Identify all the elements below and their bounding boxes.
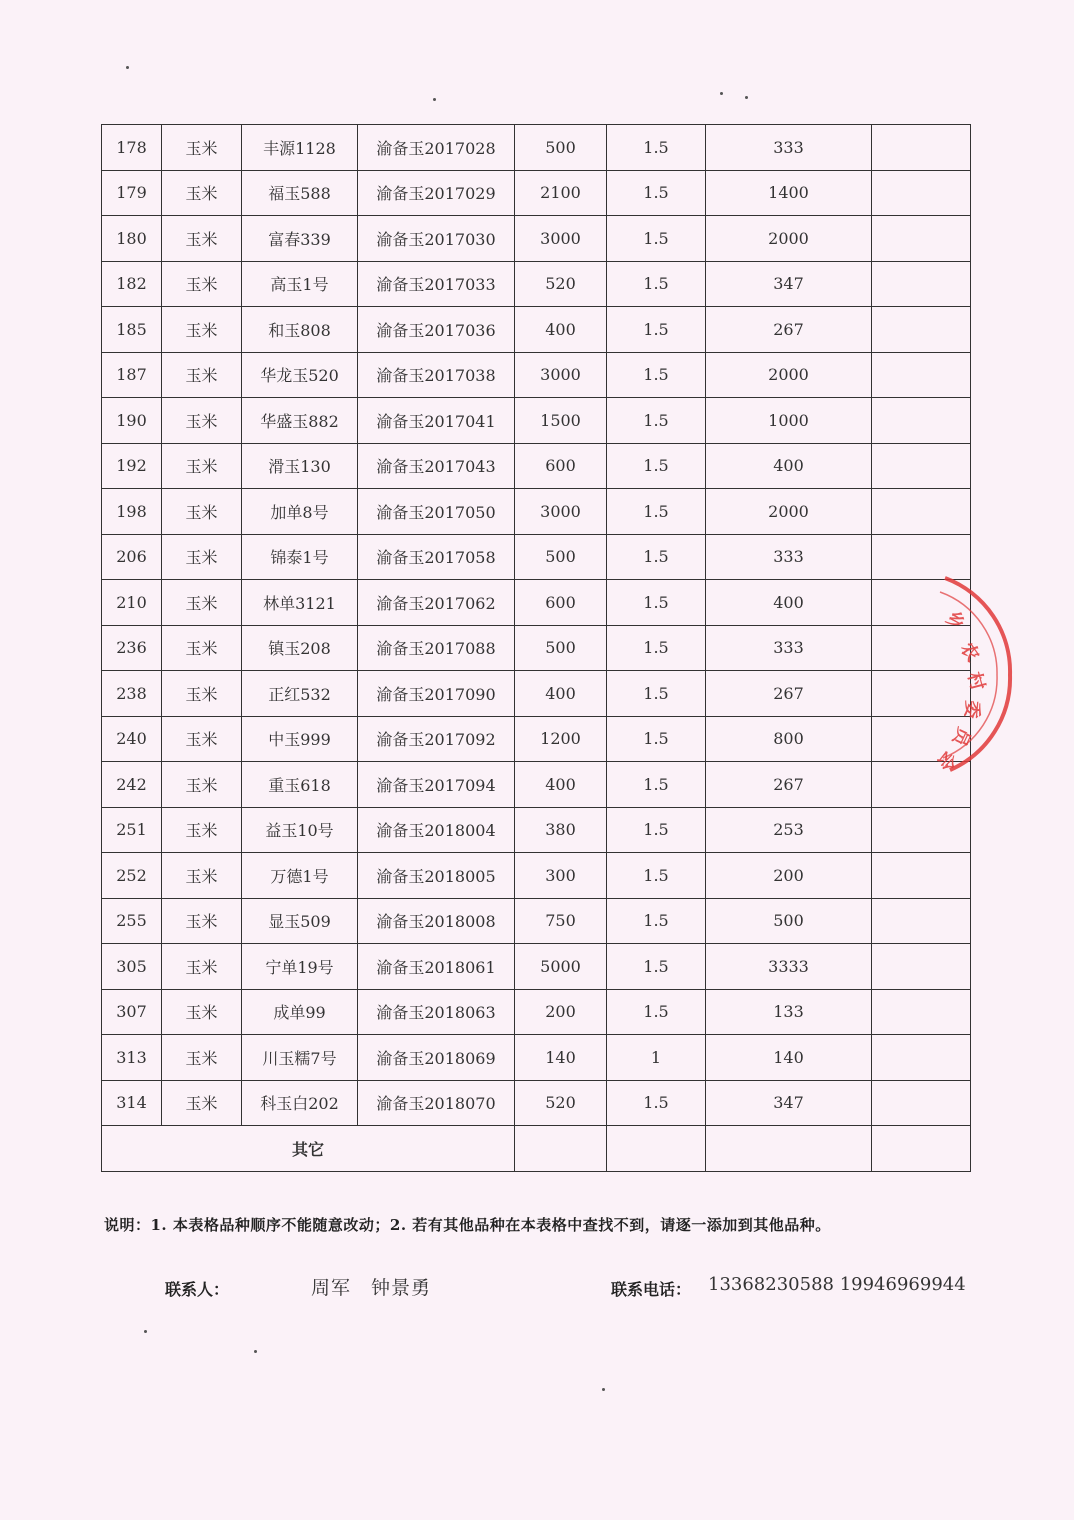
cell-qty: 600 [515,580,607,626]
cell-area: 267 [706,307,872,353]
cell-reg: 渝备玉2017058 [358,534,515,580]
cell-reg: 渝备玉2017090 [358,671,515,717]
cell-area: 267 [706,762,872,808]
table-row [102,716,971,762]
other-label: 其它 [102,1126,515,1172]
cell-variety: 林单3121 [242,580,358,626]
cell-crop: 玉米 [162,762,242,808]
cell-rate: 1.5 [607,443,706,489]
cell-variety: 福玉588 [242,170,358,216]
cell-rate: 1.5 [607,216,706,262]
cell-crop: 玉米 [162,443,242,489]
cell-variety: 华盛玉882 [242,398,358,444]
cell-no: 305 [102,944,162,990]
cell-no: 314 [102,1080,162,1126]
cell-note [872,307,971,353]
cell-rate: 1.5 [607,307,706,353]
cell-crop: 玉米 [162,489,242,535]
cell-reg: 渝备玉2018008 [358,898,515,944]
table-row-other [102,1126,971,1172]
cell-qty: 3000 [515,216,607,262]
cell-variety: 万德1号 [242,853,358,899]
table-row [102,170,971,216]
other-empty-cell [515,1126,607,1172]
svg-text:村: 村 [963,669,989,693]
cell-area: 2000 [706,352,872,398]
svg-text:委: 委 [960,699,983,720]
table-row [102,443,971,489]
cell-variety: 加单8号 [242,489,358,535]
cell-qty: 400 [515,671,607,717]
cell-reg: 渝备玉2017092 [358,716,515,762]
cell-no: 190 [102,398,162,444]
cell-no: 251 [102,807,162,853]
cell-variety: 川玉糯7号 [242,1035,358,1081]
cell-rate: 1.5 [607,352,706,398]
scan-speck [602,1388,605,1391]
cell-variety: 成单99 [242,989,358,1035]
table-row [102,1080,971,1126]
cell-note [872,398,971,444]
cell-variety: 重玉618 [242,762,358,808]
table-row [102,261,971,307]
cell-crop: 玉米 [162,170,242,216]
cell-crop: 玉米 [162,307,242,353]
cell-variety: 中玉999 [242,716,358,762]
scan-speck [720,92,723,95]
cell-rate: 1 [607,1035,706,1081]
table-row [102,534,971,580]
other-empty-cell [872,1126,971,1172]
cell-area: 2000 [706,216,872,262]
cell-no: 206 [102,534,162,580]
cell-qty: 300 [515,853,607,899]
cell-area: 200 [706,853,872,899]
scan-speck [433,98,436,101]
cell-variety: 益玉10号 [242,807,358,853]
cell-area: 1000 [706,398,872,444]
cell-reg: 渝备玉2018004 [358,807,515,853]
cell-variety: 华龙玉520 [242,352,358,398]
cell-variety: 宁单19号 [242,944,358,990]
cell-variety: 锦泰1号 [242,534,358,580]
scan-speck [254,1350,257,1353]
table-row [102,216,971,262]
cell-no: 236 [102,625,162,671]
cell-crop: 玉米 [162,625,242,671]
cell-no: 255 [102,898,162,944]
table-row [102,807,971,853]
cell-rate: 1.5 [607,1080,706,1126]
cell-crop: 玉米 [162,944,242,990]
cell-qty: 200 [515,989,607,1035]
cell-variety: 和玉808 [242,307,358,353]
cell-no: 252 [102,853,162,899]
cell-reg: 渝备玉2017033 [358,261,515,307]
cell-note [872,216,971,262]
cell-rate: 1.5 [607,261,706,307]
cell-qty: 400 [515,762,607,808]
cell-area: 800 [706,716,872,762]
cell-reg: 渝备玉2017043 [358,443,515,489]
cell-area: 400 [706,580,872,626]
cell-rate: 1.5 [607,625,706,671]
cell-no: 182 [102,261,162,307]
cell-qty: 520 [515,1080,607,1126]
table-row [102,671,971,717]
cell-reg: 渝备玉2017030 [358,216,515,262]
cell-rate: 1.5 [607,762,706,808]
table-row [102,398,971,444]
table-row [102,853,971,899]
cell-area: 253 [706,807,872,853]
cell-note [872,352,971,398]
cell-rate: 1.5 [607,671,706,717]
other-empty-cell [706,1126,872,1172]
cell-variety: 高玉1号 [242,261,358,307]
cell-qty: 5000 [515,944,607,990]
cell-crop: 玉米 [162,580,242,626]
svg-text:会: 会 [932,746,961,775]
table-row [102,489,971,535]
cell-area: 347 [706,261,872,307]
table-row [102,898,971,944]
cell-reg: 渝备玉2018061 [358,944,515,990]
cell-crop: 玉米 [162,853,242,899]
table-row [102,762,971,808]
table-body [102,125,971,1172]
scan-speck [745,96,748,99]
cell-no: 185 [102,307,162,353]
other-empty-cell [607,1126,706,1172]
cell-reg: 渝备玉2018005 [358,853,515,899]
official-seal-stamp [905,570,1035,780]
table-row [102,944,971,990]
cell-rate: 1.5 [607,944,706,990]
cell-note [872,989,971,1035]
cell-note [872,1080,971,1126]
cell-note [872,1035,971,1081]
variety-table [101,124,971,1172]
cell-no: 240 [102,716,162,762]
cell-area: 1400 [706,170,872,216]
cell-qty: 520 [515,261,607,307]
cell-qty: 380 [515,807,607,853]
cell-rate: 1.5 [607,898,706,944]
cell-no: 180 [102,216,162,262]
cell-qty: 750 [515,898,607,944]
svg-text:农: 农 [955,638,984,666]
cell-variety: 滑玉130 [242,443,358,489]
cell-no: 238 [102,671,162,717]
cell-crop: 玉米 [162,671,242,717]
cell-variety: 丰源1128 [242,125,358,171]
cell-area: 347 [706,1080,872,1126]
cell-no: 210 [102,580,162,626]
note-text: 说明：1. 本表格品种顺序不能随意改动；2. 若有其他品种在本表格中查找不到，请逐一添加到其他品种。 [104,1216,831,1234]
table-row [102,989,971,1035]
cell-qty: 400 [515,307,607,353]
cell-note [872,944,971,990]
cell-rate: 1.5 [607,853,706,899]
cell-crop: 玉米 [162,216,242,262]
cell-crop: 玉米 [162,807,242,853]
cell-crop: 玉米 [162,352,242,398]
cell-area: 133 [706,989,872,1035]
cell-area: 333 [706,125,872,171]
cell-rate: 1.5 [607,398,706,444]
cell-area: 333 [706,534,872,580]
cell-reg: 渝备玉2017088 [358,625,515,671]
cell-rate: 1.5 [607,716,706,762]
cell-reg: 渝备玉2017038 [358,352,515,398]
cell-reg: 渝备玉2017036 [358,307,515,353]
svg-text:乡: 乡 [942,606,969,635]
cell-rate: 1.5 [607,807,706,853]
contact-names: 周军 钟景勇 [311,1277,432,1299]
table-row [102,307,971,353]
cell-crop: 玉米 [162,1035,242,1081]
cell-qty: 500 [515,125,607,171]
cell-crop: 玉米 [162,1080,242,1126]
cell-no: 178 [102,125,162,171]
cell-qty: 3000 [515,352,607,398]
cell-area: 500 [706,898,872,944]
cell-qty: 140 [515,1035,607,1081]
cell-reg: 渝备玉2017094 [358,762,515,808]
cell-crop: 玉米 [162,261,242,307]
cell-qty: 500 [515,534,607,580]
cell-no: 313 [102,1035,162,1081]
cell-note [872,853,971,899]
contact-label: 联系人： [165,1280,230,1299]
scan-speck [144,1330,147,1333]
cell-variety: 正红532 [242,671,358,717]
cell-qty: 600 [515,443,607,489]
cell-crop: 玉米 [162,989,242,1035]
cell-crop: 玉米 [162,398,242,444]
cell-area: 267 [706,671,872,717]
cell-reg: 渝备玉2018063 [358,989,515,1035]
cell-qty: 1500 [515,398,607,444]
table-row [102,1035,971,1081]
cell-variety: 显玉509 [242,898,358,944]
cell-crop: 玉米 [162,716,242,762]
scan-speck [126,66,129,69]
cell-reg: 渝备玉2017029 [358,170,515,216]
cell-reg: 渝备玉2017041 [358,398,515,444]
cell-area: 2000 [706,489,872,535]
cell-rate: 1.5 [607,170,706,216]
cell-reg: 渝备玉2018069 [358,1035,515,1081]
cell-qty: 500 [515,625,607,671]
cell-note [872,898,971,944]
cell-note [872,125,971,171]
cell-no: 242 [102,762,162,808]
cell-reg: 渝备玉2017050 [358,489,515,535]
cell-area: 3333 [706,944,872,990]
cell-crop: 玉米 [162,125,242,171]
cell-note [872,489,971,535]
table-row [102,580,971,626]
cell-note [872,170,971,216]
table-row [102,125,971,171]
phone-numbers: 13368230588 19946969944 [708,1274,966,1295]
cell-no: 192 [102,443,162,489]
cell-variety: 富春339 [242,216,358,262]
cell-reg: 渝备玉2018070 [358,1080,515,1126]
phone-label: 联系电话： [611,1280,692,1299]
cell-qty: 3000 [515,489,607,535]
table-row [102,625,971,671]
cell-crop: 玉米 [162,534,242,580]
cell-note [872,261,971,307]
cell-area: 333 [706,625,872,671]
cell-note [872,807,971,853]
cell-rate: 1.5 [607,489,706,535]
cell-note [872,443,971,489]
cell-reg: 渝备玉2017028 [358,125,515,171]
cell-no: 179 [102,170,162,216]
cell-rate: 1.5 [607,580,706,626]
cell-reg: 渝备玉2017062 [358,580,515,626]
cell-rate: 1.5 [607,534,706,580]
cell-crop: 玉米 [162,898,242,944]
cell-no: 198 [102,489,162,535]
cell-rate: 1.5 [607,989,706,1035]
svg-text:员: 员 [947,723,975,750]
cell-area: 400 [706,443,872,489]
cell-qty: 1200 [515,716,607,762]
cell-qty: 2100 [515,170,607,216]
cell-area: 140 [706,1035,872,1081]
table-row [102,352,971,398]
cell-no: 307 [102,989,162,1035]
cell-no: 187 [102,352,162,398]
cell-variety: 镇玉208 [242,625,358,671]
cell-variety: 科玉白202 [242,1080,358,1126]
cell-rate: 1.5 [607,125,706,171]
